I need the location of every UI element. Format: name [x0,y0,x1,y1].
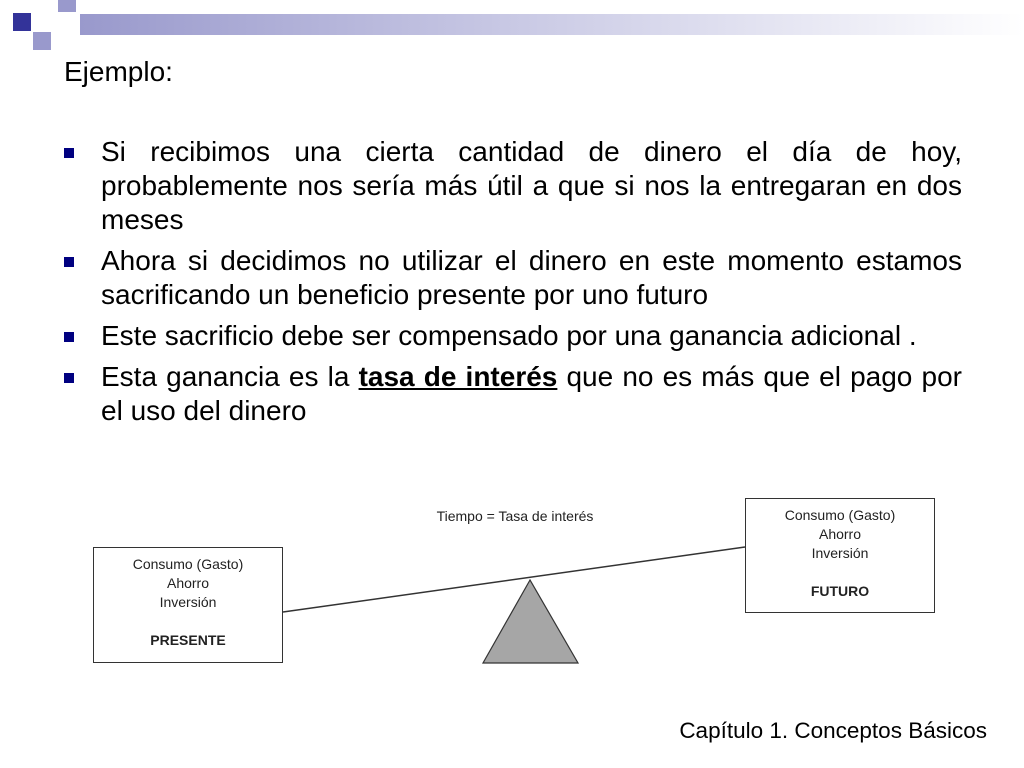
bullet-square-icon [64,148,74,158]
present-box-line: Ahorro [166,575,210,591]
decor-square [13,13,31,31]
decor-square [33,32,51,50]
bullet-item [64,319,962,353]
diagram-label: Tiempo = Tasa de interés [436,508,594,524]
present-box-title: PRESENTE [150,632,226,648]
bullet-item [64,244,962,312]
bullet-text-before: Esta ganancia es la [101,361,359,392]
future-box-line: Inversión [811,545,869,561]
decor-gradient-bar [80,14,1024,35]
decor-square [58,0,76,12]
future-box-title: FUTURO [810,583,870,599]
future-box [745,498,935,613]
bullet-emphasis-term: tasa de interés [358,361,558,392]
bullet-text: Si recibimos una cierta cantidad de dinero el día de hoy, probablemente nos sería más útil a que si nos la entregaran en dos meses [101,136,962,235]
future-box-line: Ahorro [818,526,862,542]
lever-line [283,547,745,612]
present-box [93,547,283,663]
present-box-line: Inversión [159,594,217,610]
bullet-text-after: que no es más que el pago por el uso del dinero [101,361,962,426]
bullet-item [64,135,962,237]
bullet-text: Ahora si decidimos no utilizar el dinero en este momento estamos sacrificando un beneficio presente por uno futuro [101,245,962,310]
bullet-square-icon [64,257,74,267]
future-box-line: Consumo (Gasto) [784,507,896,523]
fulcrum-triangle [483,580,578,663]
slide-heading: Ejemplo: [64,56,173,87]
bullet-text: Este sacrificio debe ser compensado por una ganancia adicional . [101,320,917,351]
bullet-square-icon [64,332,74,342]
bullet-item [64,360,962,428]
bullet-list [64,135,962,435]
bullet-square-icon [64,373,74,383]
slide-footer: Capítulo 1. Conceptos Básicos [679,718,987,743]
present-box-line: Consumo (Gasto) [132,556,244,572]
